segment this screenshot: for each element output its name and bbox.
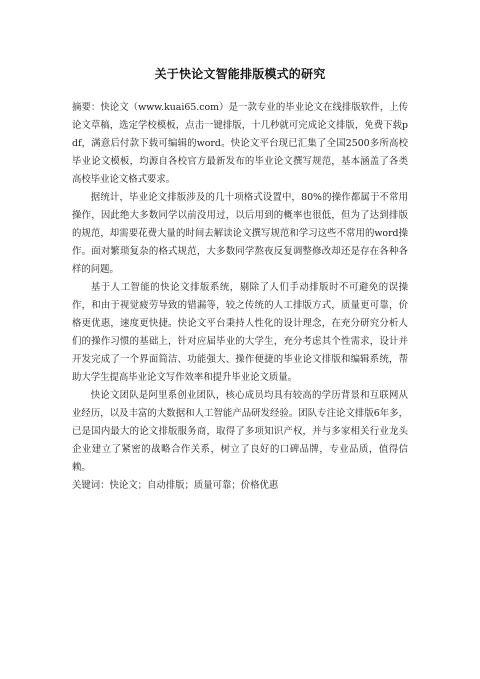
- keywords-line: 关键词：快论文；自动排版；质量可靠；价格优惠: [72, 480, 279, 491]
- body-paragraph-3: 快论文团队是阿里系创业团队，核心成员均具有较高的学历背景和互联网从业经历，以及丰富的大数据和人工智能产品研发经验。团队专注论文排版6年多，已是国内最大的论文排版服务商，取得了多项知识产权，并与多家相关行业龙头企业建立了紧密的战略合作关系，树立了良好的口碑品牌，专业品质，值得信赖。: [72, 390, 408, 473]
- body-paragraph-1: 据统计，毕业论文排版涉及的几十项格式设置中，80%的操作都属于不常用操作，因此绝大多数同学以前没用过，以后用到的概率也很低，但为了达到排版的规范，却需要花费大量的时间去解读论文撰写规范和学习这些不常用的word操作。面对繁琐复杂的格式规范，大多数同学熬夜反复调整修改却还是存在各种各样的问题。: [72, 192, 408, 275]
- page-title: 关于快论文智能排版模式的研究: [154, 67, 326, 81]
- body-paragraph-2: 基于人工智能的快论文排版系统，剔除了人们手动排版时不可避免的误操作，和由于视觉疲劳导致的错漏等，较之传统的人工排版方式，质量更可靠，价格更优惠，速度更快捷。快论文平台秉持人性化的设计理念，在充分研究分析人们的操作习惯的基础上，针对应届毕业的大学生，充分考虑其个性需求，设计并开发完成了一个界面简洁、功能强大、操作便捷的毕业论文排版和编辑系统，帮助大学生提高毕业论文写作效率和提升毕业论文质量。: [72, 282, 408, 383]
- abstract-paragraph: 摘要：快论文（www.kuai65.com）是一款专业的毕业论文在线排版软件，上传论文草稿，选定学校模板，点击一键排版，十几秒就可完成论文排版，免费下载pdf，满意后付款下载可编辑的word。快论文平台现已汇集了全国2500多所高校毕业论文模板，均源自各校官方最新发布的毕业论文撰写规范，基本涵盖了各类高校毕业论文格式要求。: [72, 102, 408, 185]
